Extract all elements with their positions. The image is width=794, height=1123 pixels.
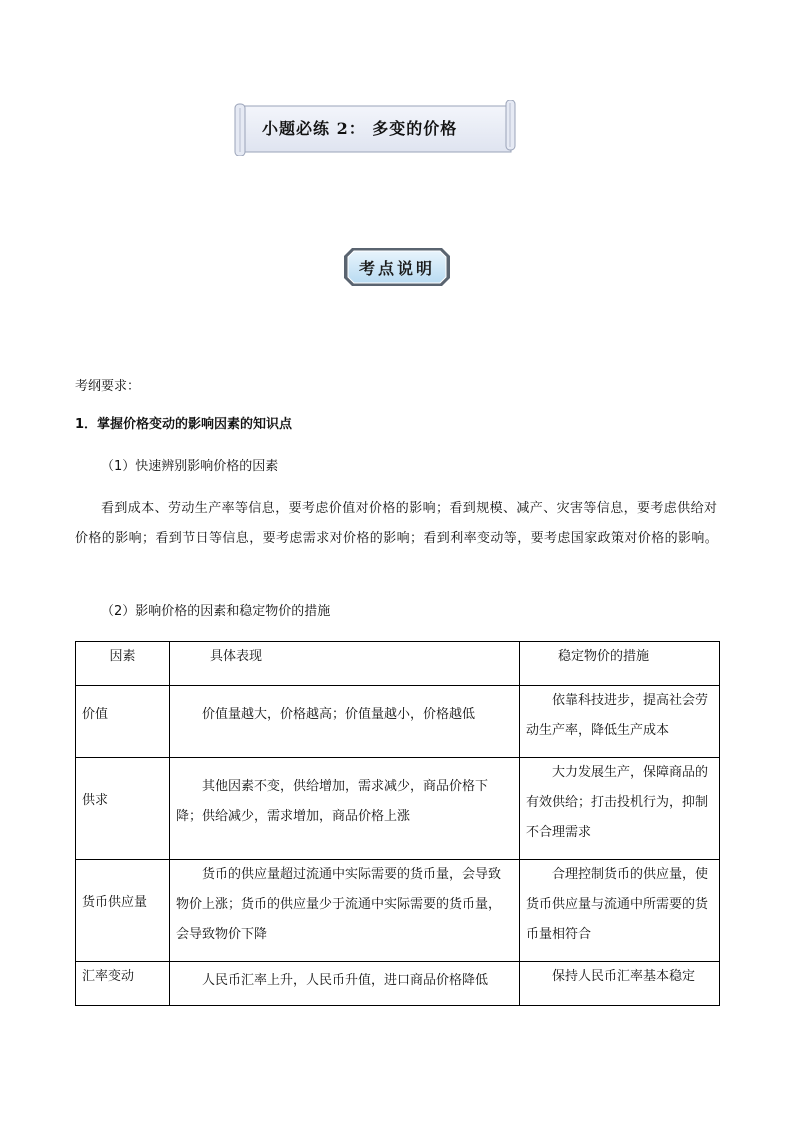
table-row — [76, 860, 720, 962]
cell-performance: 人民币汇率上升，人民币升值，进口商品价格降低 — [170, 962, 520, 1006]
cell-performance: 其他因素不变，供给增加，需求减少，商品价格下降；供给减少，需求增加，商品价格上涨 — [170, 758, 520, 860]
cell-measure: 合理控制货币的供应量，使货币供应量与流通中所需要的货币量相符合 — [520, 860, 720, 962]
price-factors-table — [75, 641, 720, 1006]
badge-label: 考点说明 — [358, 259, 435, 278]
cell-factor: 货币供应量 — [76, 860, 170, 962]
header-factor: 因素 — [76, 642, 170, 686]
body-paragraph: 看到成本、劳动生产率等信息，要考虑价值对价格的影响；看到规模、减产、灾害等信息，要考虑供给对价格的影响；看到节日等信息，要考虑需求对价格的影响；看到利率变动等，要考虑国家政策对价格的影响。 — [75, 501, 719, 546]
cell-measure: 依靠科技进步，提高社会劳动生产率，降低生产成本 — [520, 686, 720, 758]
table-row — [76, 758, 720, 860]
table-row — [76, 962, 720, 1006]
cell-measure: 保持人民币汇率基本稳定 — [520, 962, 720, 1006]
syllabus-heading: 考纲要求： — [75, 379, 141, 394]
section-badge — [342, 246, 452, 288]
subpoint-1-title: （1）快速辨别影响价格的因素 — [101, 459, 279, 474]
page-title: 小题必练 2： 多变的价格 — [262, 119, 458, 138]
cell-performance: 价值量越大，价格越高；价值量越小，价格越低 — [170, 686, 520, 758]
header-performance: 具体表现 — [170, 642, 520, 686]
table-header-row — [76, 642, 720, 686]
cell-factor: 供求 — [76, 758, 170, 860]
cell-performance: 货币的供应量超过流通中实际需要的货币量，会导致物价上涨；货币的供应量少于流通中实际需要的货币量，会导致物价下降 — [170, 860, 520, 962]
title-banner — [234, 100, 516, 156]
cell-factor: 价值 — [76, 686, 170, 758]
cell-measure: 大力发展生产，保障商品的有效供给；打击投机行为，抑制不合理需求 — [520, 758, 720, 860]
point-1-title: 1．掌握价格变动的影响因素的知识点 — [75, 417, 293, 432]
header-measure: 稳定物价的措施 — [520, 642, 720, 686]
table-row — [76, 686, 720, 758]
cell-factor: 汇率变动 — [76, 962, 170, 1006]
subpoint-2-title: （2）影响价格的因素和稳定物价的措施 — [101, 604, 331, 619]
